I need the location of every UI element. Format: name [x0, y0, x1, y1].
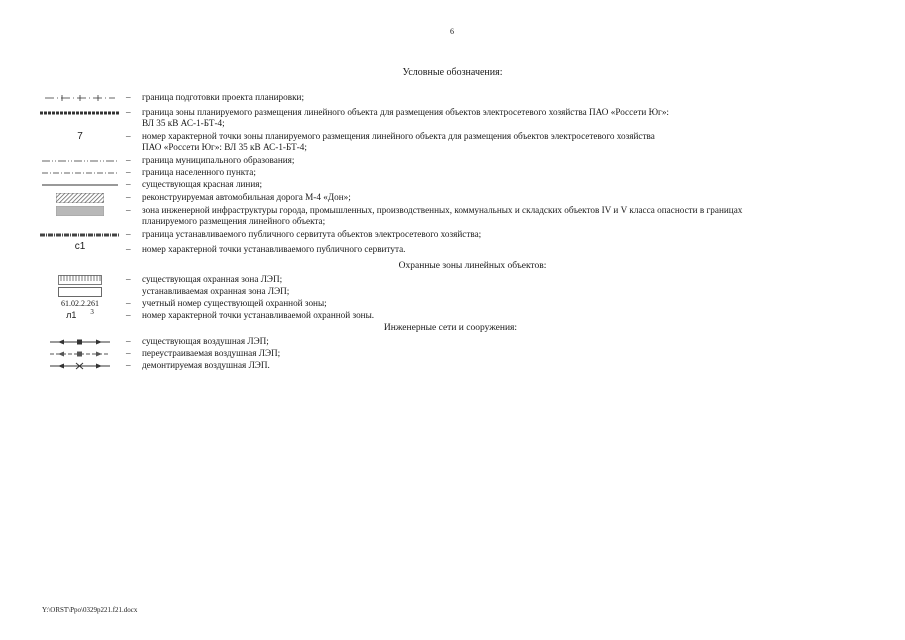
settlement-boundary-symbol — [40, 167, 120, 178]
file-path-footer: Y:\ORST\Ppo\0329p221.f21.docx — [42, 606, 138, 614]
section-title-engineering-networks: Инженерные сети и сооружения: — [383, 323, 518, 333]
existing-power-line-symbol — [40, 336, 120, 347]
rebuilt-power-line-symbol — [40, 348, 120, 359]
planning-boundary-symbol — [40, 92, 120, 103]
infrastructure-zone-symbol — [40, 205, 120, 216]
legend-text: номер характерной точки устанавливаемой охранной зоны. — [142, 310, 375, 320]
legend-text: существующая воздушная ЛЭП; — [142, 336, 269, 346]
legend-title: Условные обозначения: — [402, 67, 503, 78]
red-line-symbol — [40, 179, 120, 190]
legend-text: учетный номер существующей охранной зоны; — [142, 298, 327, 308]
legend-text: граница муниципального образования; — [142, 155, 295, 165]
section-title-protection-zones: Охранные зоны линейных объектов: — [398, 261, 547, 271]
legend-text: переустраиваемая воздушная ЛЭП; — [142, 348, 281, 358]
servitude-boundary-symbol — [40, 229, 120, 240]
zone-point-symbol: л1 3 — [66, 308, 94, 320]
zone-number-symbol: 61.02.2.261 — [61, 299, 99, 308]
legend-text: существующая охранная зона ЛЭП; — [142, 274, 283, 284]
legend-text: номер характерной точки устанавливаемого публичного сервитута. — [142, 244, 406, 254]
existing-protection-zone-symbol — [40, 274, 120, 285]
page-number: 6 — [450, 27, 454, 36]
municipal-boundary-symbol — [40, 155, 120, 166]
legend-text: зона инженерной инфраструктуры города, промышленных, производственных, коммунальных и складских объектов IV и V класса опасности в границах — [142, 205, 743, 215]
legend-text: устанавливаемая охранная зона ЛЭП; — [142, 286, 290, 296]
legend-text: граница зоны планируемого размещения линейного объекта для размещения объектов электросетевого хозяйства ПАО «Россети Юг»: — [142, 107, 669, 117]
zone-boundary-symbol — [40, 107, 120, 118]
point-number-symbol: 7 — [77, 131, 83, 142]
legend-text: реконструируемая автомобильная дорога М-4 «Дон»; — [142, 192, 351, 202]
legend-text: демонтируемая воздушная ЛЭП. — [142, 360, 270, 370]
legend-text: граница устанавливаемого публичного сервитута объектов электросетевого хозяйства; — [142, 229, 482, 239]
legend-text: граница населенного пункта; — [142, 167, 256, 177]
legend-text: ПАО «Россети Юг»: ВЛ 35 кВ АС-1-БТ-4; — [142, 142, 307, 152]
dismantled-power-line-symbol — [40, 360, 120, 371]
legend-text: существующая красная линия; — [142, 179, 263, 189]
legend-text: ВЛ 35 кВ АС-1-БТ-4; — [142, 118, 225, 128]
road-symbol — [40, 192, 120, 203]
new-protection-zone-symbol — [40, 286, 120, 297]
legend-text: граница подготовки проекта планировки; — [142, 92, 305, 102]
legend-text: планируемого размещения линейного объекта; — [142, 216, 326, 226]
legend-text: номер характерной точки зоны планируемого размещения линейного объекта для размещения объектов электросетевого хозяйства — [142, 131, 655, 141]
servitude-point-symbol: с1 — [74, 241, 86, 252]
